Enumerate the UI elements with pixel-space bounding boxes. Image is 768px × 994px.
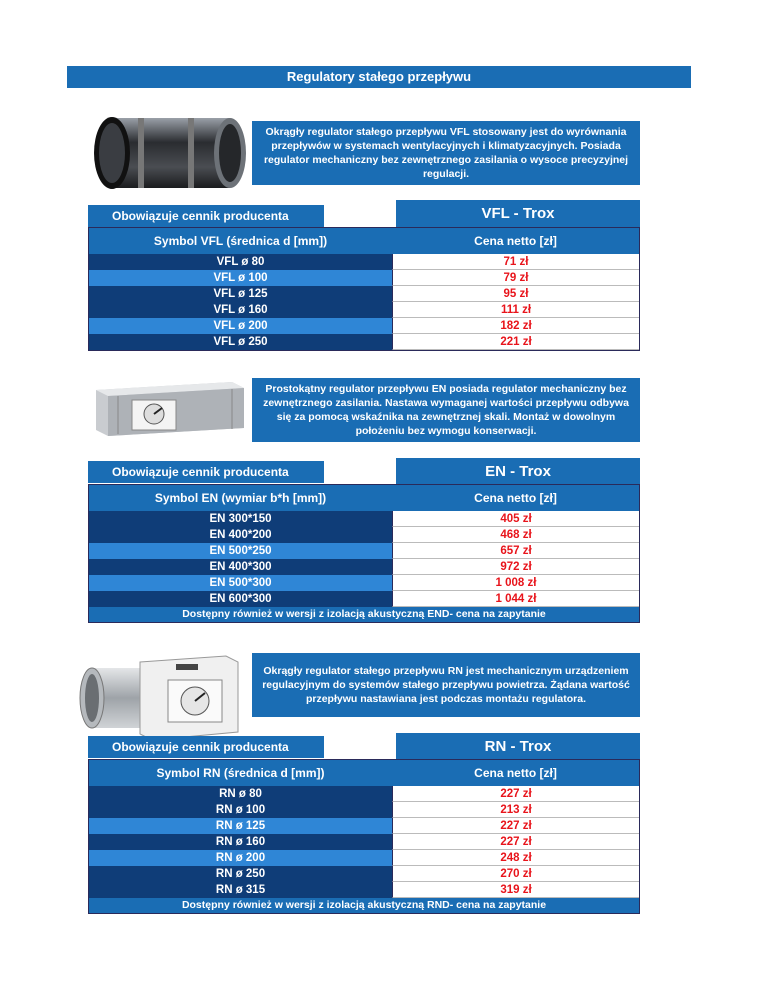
row-symbol: RN ø 315	[89, 882, 392, 898]
page-title: Regulatory stałego przepływu	[67, 66, 691, 88]
row-price: 227 zł	[392, 818, 639, 834]
en-col-symbol: Symbol EN (wymiar b*h [mm])	[154, 491, 327, 505]
row-symbol: RN ø 80	[89, 786, 392, 802]
en-description: Prostokątny regulator przepływu EN posiada regulator mechaniczny bez zewnętrznego zasilania. Nastawa wymaganej wartości przepływu odbywa się za pomocą wskaźnika na zewnętrznej skali. Montaż w dowolnym położeniu bez wymogu konserwacji.	[252, 378, 640, 442]
table-row	[89, 254, 639, 270]
table-row	[89, 286, 639, 302]
row-symbol: VFL ø 80	[89, 254, 392, 270]
row-price: 95 zł	[392, 286, 639, 302]
rn-price-table	[88, 759, 640, 914]
row-symbol: VFL ø 100	[89, 270, 392, 286]
row-price: 248 zł	[392, 850, 639, 866]
row-price: 1 008 zł	[392, 575, 639, 591]
table-row	[89, 802, 639, 818]
row-symbol: EN 400*300	[89, 559, 392, 575]
rn-col-price: Cena netto [zł]	[474, 766, 557, 780]
table-row	[89, 591, 639, 607]
row-price: 468 zł	[392, 527, 639, 543]
rn-product-image	[76, 650, 252, 744]
row-symbol: VFL ø 200	[89, 318, 392, 334]
row-price: 71 zł	[392, 254, 639, 270]
rn-pricing-note: Obowiązuje cennik producenta	[88, 736, 324, 758]
row-price: 227 zł	[392, 786, 639, 802]
rn-footnote: Dostępny również w wersji z izolacją akustyczną RND- cena na zapytanie	[89, 898, 639, 913]
vfl-product-name: VFL - Trox	[396, 200, 640, 228]
vfl-col-price: Cena netto [zł]	[474, 234, 557, 248]
table-row	[89, 559, 639, 575]
row-price: 657 zł	[392, 543, 639, 559]
table-row	[89, 882, 639, 898]
row-symbol: RN ø 125	[89, 818, 392, 834]
table-row	[89, 527, 639, 543]
table-row	[89, 866, 639, 882]
en-price-table	[88, 484, 640, 623]
table-row	[89, 575, 639, 591]
table-row	[89, 543, 639, 559]
row-symbol: EN 500*300	[89, 575, 392, 591]
row-price: 319 zł	[392, 882, 639, 898]
row-symbol: EN 400*200	[89, 527, 392, 543]
row-symbol: VFL ø 160	[89, 302, 392, 318]
table-row	[89, 334, 639, 350]
row-price: 270 zł	[392, 866, 639, 882]
row-price: 227 zł	[392, 834, 639, 850]
row-symbol: EN 600*300	[89, 591, 392, 607]
row-symbol: RN ø 200	[89, 850, 392, 866]
en-table-header	[89, 485, 639, 511]
vfl-description: Okrągły regulator stałego przepływu VFL stosowany jest do wyrównania przepływów w systemach wentylacyjnych i klimatyzacyjnych. Posiada regulator mechaniczny bez zewnętrznego zasilania o wysoce precyzyjnej regulacji.	[252, 121, 640, 185]
en-col-price: Cena netto [zł]	[474, 491, 557, 505]
vfl-pricing-note: Obowiązuje cennik producenta	[88, 205, 324, 227]
row-price: 182 zł	[392, 318, 639, 334]
en-footnote: Dostępny również w wersji z izolacją akustyczną END- cena na zapytanie	[89, 607, 639, 622]
row-price: 213 zł	[392, 802, 639, 818]
row-symbol: RN ø 100	[89, 802, 392, 818]
row-symbol: RN ø 250	[89, 866, 392, 882]
row-symbol: VFL ø 125	[89, 286, 392, 302]
en-product-image	[82, 374, 252, 440]
row-price: 1 044 zł	[392, 591, 639, 607]
row-symbol: RN ø 160	[89, 834, 392, 850]
row-price: 405 zł	[392, 511, 639, 527]
vfl-table-header	[89, 228, 639, 254]
table-row	[89, 270, 639, 286]
table-row	[89, 850, 639, 866]
row-symbol: VFL ø 250	[89, 334, 392, 350]
table-row	[89, 511, 639, 527]
row-price: 221 zł	[392, 334, 639, 350]
table-row	[89, 834, 639, 850]
rn-description: Okrągły regulator stałego przepływu RN jest mechanicznym urządzeniem regulacyjnym do systemów stałego przepływu powietrza. Żądana wartość przepływu nastawiana jest podczas montażu regulatora.	[252, 653, 640, 717]
table-row	[89, 786, 639, 802]
table-row	[89, 818, 639, 834]
row-price: 79 zł	[392, 270, 639, 286]
en-product-name: EN - Trox	[396, 458, 640, 486]
vfl-price-table	[88, 227, 640, 351]
table-row	[89, 318, 639, 334]
row-symbol: EN 300*150	[89, 511, 392, 527]
row-symbol: EN 500*250	[89, 543, 392, 559]
row-price: 111 zł	[392, 302, 639, 318]
rn-col-symbol: Symbol RN (średnica d [mm])	[156, 766, 325, 780]
table-row	[89, 302, 639, 318]
row-price: 972 zł	[392, 559, 639, 575]
en-pricing-note: Obowiązuje cennik producenta	[88, 461, 324, 483]
vfl-product-image	[78, 108, 258, 200]
vfl-col-symbol: Symbol VFL (średnica d [mm])	[153, 234, 328, 248]
rn-table-header	[89, 760, 639, 786]
rn-product-name: RN - Trox	[396, 733, 640, 761]
